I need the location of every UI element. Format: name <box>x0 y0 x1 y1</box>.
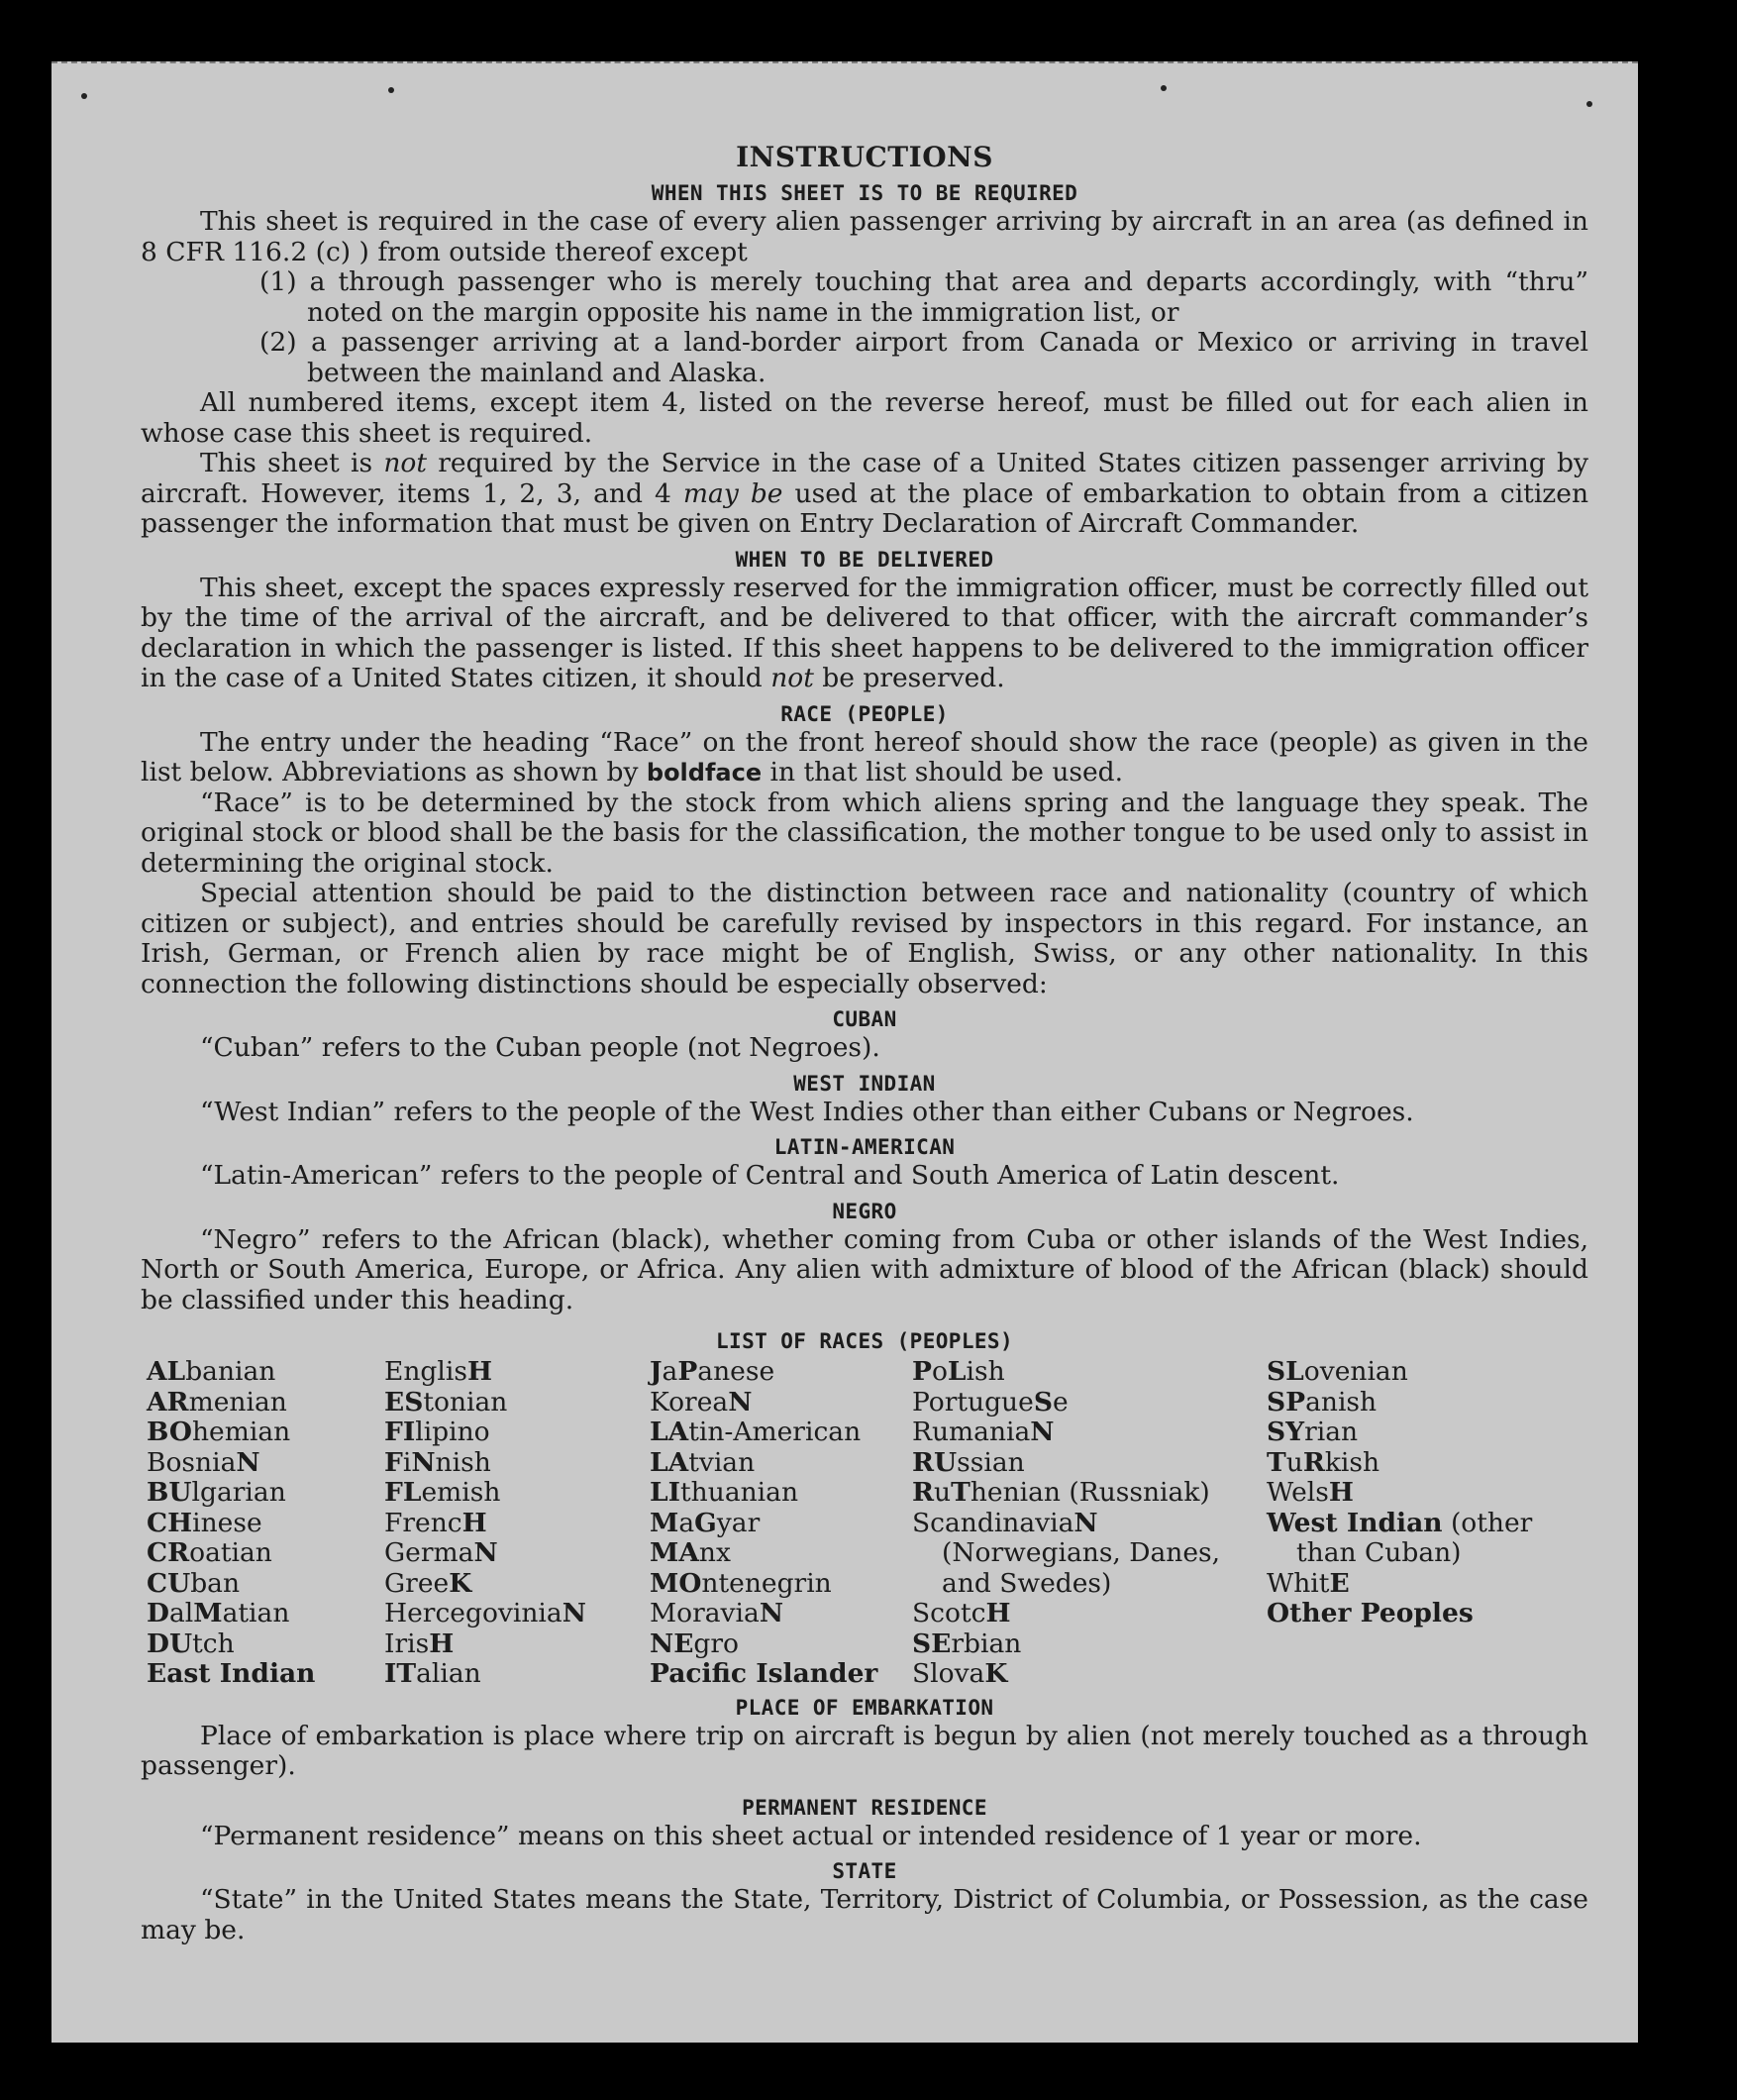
races-column <box>912 1357 1267 1690</box>
heading-race: RACE (PEOPLE) <box>780 701 949 726</box>
document-sheet <box>51 61 1638 2043</box>
race-item: EStonian <box>384 1386 508 1418</box>
heading-cuban: CUBAN <box>832 1007 897 1031</box>
heading-delivered: WHEN TO BE DELIVERED <box>735 547 994 572</box>
race-item: MoraviaN <box>650 1598 784 1628</box>
heading-required: WHEN THIS SHEET IS TO BE REQUIRED <box>651 181 1078 205</box>
races-column <box>384 1357 650 1690</box>
heading-west-indian: WEST INDIAN <box>793 1071 936 1096</box>
race-item: DalMatian <box>147 1598 290 1628</box>
race-item: PortugueSe <box>912 1386 1069 1418</box>
numbered-items-text: All numbered items, except item 4, listed on the reverse hereof, must be filled out for each alien in whose case this sheet is required. <box>141 387 1588 449</box>
state-text: “State” in the United States means the State, Territory, District of Columbia, or Possession, as the case may be. <box>141 1884 1588 1945</box>
race-item: WhitE <box>1267 1567 1350 1599</box>
races-list <box>147 1357 1588 1690</box>
race-item: BOhemian <box>147 1417 291 1447</box>
race-item: Other Peoples <box>1267 1598 1474 1628</box>
citizen-text: This sheet is not required by the Service in the case of a United States citizen passenger arriving by aircraft. However, items 1, 2, 3, and 4 may be used at the place of embarkation to obtain from a citizen passenger the information that must be given on Entry Declaration of Aircraft Commander. <box>141 448 1589 539</box>
race-paragraph-1: The entry under the heading “Race” on the front hereof should show the race (people) as given in the list below. Abbreviations as shown by boldface in that list should be used. <box>141 726 1588 788</box>
race-item: SLovenian <box>1267 1356 1408 1387</box>
race-item: RUssian <box>912 1446 1025 1478</box>
punch-dot <box>388 87 394 93</box>
race-item: BUlgarian <box>147 1477 286 1508</box>
race-item: KoreaN <box>650 1386 753 1418</box>
residence-text: “Permanent residence” means on this sheet actual or intended residence of 1 year or more. <box>200 1820 1422 1851</box>
race-item: FiNnish <box>384 1446 491 1478</box>
race-item: RumaniaN <box>912 1417 1055 1447</box>
race-item: West Indian (other than Cuban) <box>1267 1507 1533 1568</box>
race-item: CRoatian <box>147 1537 272 1568</box>
race-paragraph-3: Special attention should be paid to the distinction between race and nationality (country of which citizen or subject), and entries should be carefully revised by inspectors in this regard. For instance, an Irish, German, or French alien by race might be of English, Swiss, or any other nationality. In this connection the following distinctions should be especially observed: <box>141 878 1588 999</box>
heading-residence: PERMANENT RESIDENCE <box>742 1795 987 1820</box>
latin-american-definition: “Latin-American” refers to the people of Central and South America of Latin descent. <box>200 1160 1340 1191</box>
race-item: NEgro <box>650 1628 740 1659</box>
race-item: MOntenegrin <box>650 1567 832 1599</box>
page-title: INSTRUCTIONS <box>736 141 993 173</box>
race-item: SlovaK <box>912 1658 1008 1689</box>
race-item: East Indian <box>147 1658 316 1689</box>
race-item: FIlipino <box>384 1417 490 1447</box>
race-item: GermaN <box>384 1537 498 1568</box>
races-column <box>650 1357 912 1690</box>
punch-dot <box>81 93 87 99</box>
race-item: SPanish <box>1267 1386 1378 1418</box>
race-item: Pacific Islander <box>650 1658 878 1689</box>
exception-2: (2) a passenger arriving at a land-border airport from Canada or Mexico or arriving in travel between the mainland and Alaska. <box>259 327 1588 388</box>
race-item: BosniaN <box>147 1446 260 1478</box>
race-item: CHinese <box>147 1507 262 1538</box>
race-item: GreeK <box>384 1567 472 1599</box>
negro-definition: “Negro” refers to the African (black), whether coming from Cuba or other islands of the West Indies, North or South America, Europe, or Africa. Any alien with admixture of blood of the African (black) should be classified under this heading. <box>141 1223 1588 1315</box>
race-paragraph-2: “Race” is to be determined by the stock from which aliens spring and the language they speak. The original stock or blood shall be the basis for the classification, the mother tongue to be used only to assist in determining the original stock. <box>141 787 1588 879</box>
instructions-content <box>141 141 1588 1945</box>
required-intro: This sheet is required in the case of every alien passenger arriving by aircraft in an area (as defined in 8 CFR 116.2 (c) ) from outside thereof except <box>141 206 1588 267</box>
exception-1: (1) a through passenger who is merely touching that area and departs accordingly, with “thru” noted on the margin opposite his name in the immigration list, or <box>259 266 1588 328</box>
race-item: FrencH <box>384 1507 487 1538</box>
race-item: CUban <box>147 1567 241 1599</box>
race-item: ITalian <box>384 1658 481 1689</box>
race-item: ScandinaviaN (Norwegians, Danes, and Swedes) <box>912 1507 1221 1599</box>
race-item: MAnx <box>650 1537 731 1568</box>
race-item: TuRkish <box>1267 1446 1380 1478</box>
race-item: WelsH <box>1267 1477 1354 1508</box>
race-item: ARmenian <box>147 1386 287 1418</box>
heading-state: STATE <box>832 1859 897 1883</box>
race-item: IrisH <box>384 1628 455 1659</box>
heading-races-list: LIST OF RACES (PEOPLES) <box>716 1329 1013 1353</box>
heading-embarkation: PLACE OF EMBARKATION <box>735 1695 994 1720</box>
race-item: HercegoviniaN <box>384 1598 586 1628</box>
races-column <box>147 1357 384 1690</box>
west-indian-definition: “West Indian” refers to the people of the West Indies other than either Cubans or Negroes. <box>200 1096 1414 1127</box>
embarkation-text: Place of embarkation is place where trip on aircraft is begun by alien (not merely touched as a through passenger). <box>141 1720 1588 1781</box>
race-item: DUtch <box>147 1628 235 1659</box>
punch-dot <box>1586 101 1592 107</box>
race-item: EnglisH <box>384 1356 492 1387</box>
race-item: SYrian <box>1267 1417 1359 1447</box>
delivered-text: This sheet, except the spaces expressly reserved for the immigration officer, must be correctly filled out by the time of the arrival of the aircraft, and be delivered to that officer, with the aircraft commander’s declaration in which the passenger is listed. If this sheet happens to be delivered to the immigration officer in the case of a United States citizen, it should not be preserved. <box>141 572 1588 693</box>
race-item: JaPanese <box>650 1356 775 1387</box>
race-item: PoLish <box>912 1356 1005 1387</box>
race-item: SErbian <box>912 1628 1022 1659</box>
race-item: LAtvian <box>650 1446 756 1478</box>
cuban-definition: “Cuban” refers to the Cuban people (not Negroes). <box>200 1032 880 1063</box>
race-item: ALbanian <box>147 1356 276 1387</box>
race-item: ScotcH <box>912 1598 1011 1628</box>
punch-dot <box>1161 85 1167 91</box>
heading-negro: NEGRO <box>832 1199 897 1223</box>
races-column <box>1267 1357 1564 1690</box>
race-item: RuThenian (Russniak) <box>912 1477 1210 1508</box>
race-item: LAtin-American <box>650 1417 862 1447</box>
race-item: FLemish <box>384 1477 501 1508</box>
race-item: LIthuanian <box>650 1477 799 1508</box>
heading-latin-american: LATIN-AMERICAN <box>773 1135 956 1159</box>
race-item: MaGyar <box>650 1507 761 1538</box>
